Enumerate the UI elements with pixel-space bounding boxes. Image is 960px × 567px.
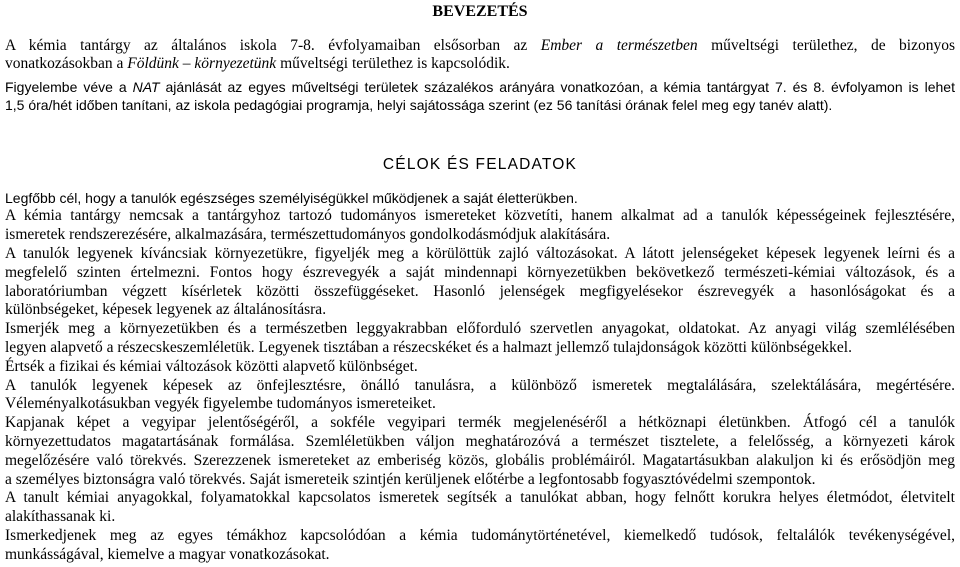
- paragraph: [5, 489, 955, 527]
- text-line: A tanult kémiai anyagokkal, folyamatokkal kapcsolatos ismeretek segítsék a tanulókat abban, hogy felnőtt korukra helyes életmódot, életvitelt: [5, 489, 955, 507]
- text-segment: műveltségi területhez, de bizonyos: [697, 36, 955, 54]
- text-line: [5, 78, 955, 97]
- text-line: a személyes biztonságra való törekvés. Saját ismereteik szintjén kerüljenek előtérbe a legfontosabb fogyasztóvédelmi szempontok.: [5, 470, 816, 488]
- paragraph: [5, 377, 955, 415]
- intro-paragraph: [5, 37, 955, 75]
- text-line: környezettudatos magatartásának formálása. Szemléletükben váljon meghatározóvá a természet tisztelete, a felelősség, a környezeti károk: [5, 432, 955, 450]
- text-line: Kapjanak képet a vegyipar jelentőségéről, a sokféle vegyipari termék megjelenéséről a hétköznapi életünkben. Átfogó cél a tanulók: [5, 414, 955, 432]
- paragraph: [5, 320, 955, 358]
- paragraph: [5, 207, 955, 245]
- text-line: alakíthassanak ki.: [5, 508, 116, 526]
- text-line: Véleményalkotásukban vegyék figyelembe tudományos ismereteiket.: [5, 395, 436, 413]
- italic-term: NAT: [132, 78, 160, 95]
- italic-term: Ember a természetben: [540, 36, 698, 54]
- text-line: legyen alapvető a részecskeszemléletük. Legyenek tisztában a részecskéket és a halmazt jellemző tulajdonságok közötti különbségekkel.: [5, 338, 852, 356]
- text-segment: vonatkozásokban a: [5, 55, 128, 73]
- section-heading: CÉLOK ÉS FELADATOK: [382, 155, 578, 173]
- paragraph: [5, 245, 955, 320]
- italic-term: Földünk – környezetünk: [127, 55, 277, 73]
- text-line: különbségeket, képesek legyenek az általánosításra.: [5, 301, 327, 319]
- text-line: A tanulók legyenek képesek az önfejlesztésre, önálló tanulásra, a különböző ismeretek megtalálására, szelektálására, megértésére.: [5, 376, 955, 394]
- text-line: laboratóriumban végzett kísérletek közötti összefüggéseket. Hasonló jelenségek megfigyelésekor észrevegyék a hasonlóságokat és a: [5, 282, 955, 300]
- text-segment: Figyelembe véve a: [5, 78, 133, 95]
- paragraph: [5, 414, 955, 489]
- text-line: A tanulók legyenek kíváncsiak környezetükre, figyeljék meg a körülöttük zajló változásokat. A látott jelenségeket képesek legyenek leírni és a: [5, 244, 955, 262]
- text-line: munkásságával, kiemelve a magyar vonatkozásokat.: [5, 545, 330, 563]
- text-line: [5, 37, 955, 56]
- text-line: ismeretek rendszerezésére, alkalmazására, természettudományos gondolkodásmódjuk alakítására.: [5, 226, 611, 244]
- text-line: [5, 55, 955, 74]
- text-line: Ismerjék meg a környezetükben és a természetben leggyakrabban előforduló szervetlen anyagokat, oldatokat. Az anyagi világ szemlélésében: [5, 320, 955, 338]
- text-line: [5, 96, 955, 115]
- paragraph: [5, 358, 955, 377]
- text-segment: A kémia tantárgy az általános iskola 7-8. évfolyamaiban elsősorban az: [5, 36, 541, 54]
- paragraph: [5, 189, 955, 208]
- text-segment: 1,5 óra/hét időben tanítani, az iskola pedagógiai programja, helyi sajátossága szerint (ez 56 tanítási órának felel meg egy tanév alatt).: [5, 97, 833, 114]
- text-segment: ajánlását az egyes műveltségi területek százalékos arányára vonatkozóan, a kémia tantárgyat 7. és 8. évfolyamon is lehet: [159, 78, 955, 95]
- paragraph: [5, 527, 955, 565]
- text-line: megelőzésére való törekvés. Szerezzenek ismereteket az emberiség közös, globális problémáiról. Magatartásukban alakuljon ki és erősödjön meg: [5, 451, 955, 469]
- text-line: A kémia tantárgy nemcsak a tantárgyhoz tartozó tudományos ismereteket közvetíti, hanem alkalmat ad a tanulók képességeinek fejlesztésére,: [5, 207, 955, 225]
- text-line: Ismerkedjenek meg az egyes témákhoz kapcsolódóan a kémia tudománytörténetével, kiemelkedő tudósok, feltalálók tevékenységével,: [5, 526, 955, 544]
- intro-paragraph: [5, 78, 955, 116]
- text-line: Legfőbb cél, hogy a tanulók egészséges személyiségükkel működjenek a saját életterükben.: [5, 189, 578, 206]
- page-title: BEVEZETÉS: [432, 3, 528, 20]
- text-segment: műveltségi területhez is kapcsolódik.: [276, 55, 510, 73]
- text-line: megfelelő szinten értelmezni. Fontos hogy észrevegyék a saját mindennapi környezetükben bekövetkező természeti-kémiai változások, és a: [5, 263, 955, 281]
- text-line: Értsék a fizikai és kémiai változások közötti alapvető különbséget.: [5, 357, 418, 375]
- goals-section: [5, 189, 955, 565]
